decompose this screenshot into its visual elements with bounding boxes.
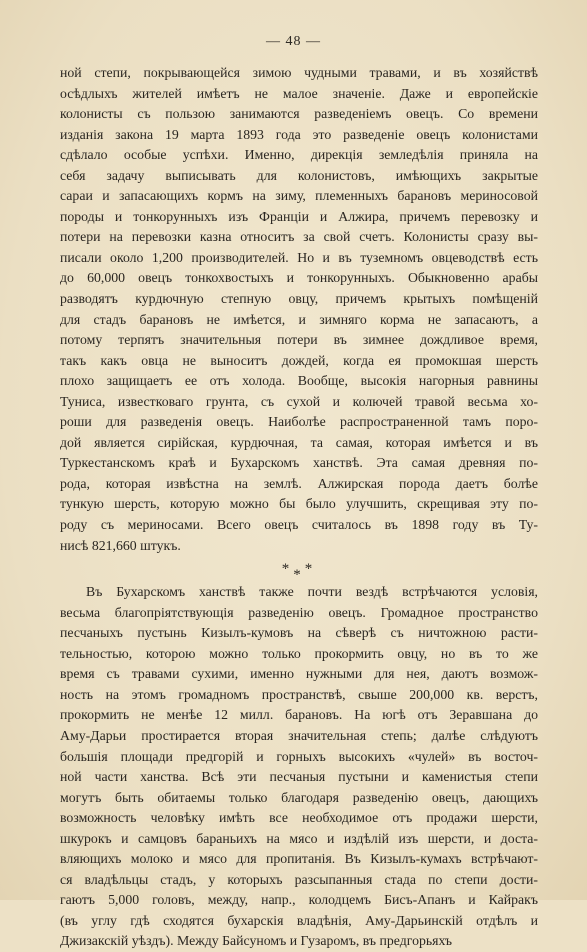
asterism-separator xyxy=(60,556,538,582)
text-line: Въ Бухарскомъ ханствѣ также почти вездѣ встрѣчаются условія, xyxy=(86,584,538,600)
text-line: породы и тонкорунныхъ изъ Франціи и Алжира, причемъ перевозку и xyxy=(60,208,538,224)
text-line: ной части ханства. Всѣ эти песчаныя пустыни и каменистыя степи xyxy=(60,769,538,785)
text-line: для стадъ барановъ не имѣется, и зимняго корма не запасаютъ, а xyxy=(60,311,538,327)
text-line: тельностью, которою можно только прокормить овцу, но въ то же xyxy=(60,645,538,661)
text-line: возможность человѣку имѣть все необходимое отъ продажи шерсти, xyxy=(60,810,538,826)
text-line: роши для разведенія овецъ. Наиболѣе распространенной тамъ поро- xyxy=(60,414,538,430)
text-line: время съ травами сухими, именно нужными для нея, даютъ возмож- xyxy=(60,666,538,682)
text-line: ность на этомъ громадномъ пространствѣ, свыше 200,000 кв. верстъ, xyxy=(60,686,538,702)
paragraph-1 xyxy=(60,63,538,556)
text-line: писали около 1,200 производителей. Но и въ туземномъ овцеводствѣ есть xyxy=(60,249,538,265)
text-line: себя задачу выписывать для колонистовъ, имѣющихъ закрытые xyxy=(60,167,538,183)
text-line: роду съ мериносами. Всего овецъ считалось въ 1898 году въ Ту- xyxy=(60,517,538,533)
text-line: весьма благопріятствующія разведенію овецъ. Громадное пространство xyxy=(60,604,538,620)
text-line: песчаныхъ пустынь Кизылъ-кумовъ на сѣверѣ съ ничтожною расти- xyxy=(60,625,538,641)
text-line: рода, которая извѣстна на землѣ. Алжирская порода даетъ болѣе xyxy=(60,475,538,491)
text-line: могутъ быть обитаемы только благодаря разведенію овецъ, дающихъ xyxy=(60,789,538,805)
text-line: до 60,000 овецъ тонкохвостыхъ и тонкорунныхъ. Обыкновенно арабы xyxy=(60,270,538,286)
text-line: сдѣлало особые успѣхи. Именно, дирекція земледѣлія приняла на xyxy=(60,147,538,163)
asterism-star: * xyxy=(293,567,305,584)
page-text xyxy=(60,63,538,952)
text-line: Туниса, известковаго грунта, съ сухой и колючей травой весьма хо- xyxy=(60,393,538,409)
text-line: изданія закона 19 марта 1893 года это разведеніе овецъ колонистами xyxy=(60,126,538,142)
text-line: большія площади предгорій и горныхъ высокихъ «чулей» въ восточ- xyxy=(60,748,538,764)
text-line: потому терпятъ значительныя потери въ зимнее дождливое время, xyxy=(60,332,538,348)
text-line: такъ какъ овца не выноситъ дождей, когда ея промокшая шерсть xyxy=(60,352,538,368)
text-line: Аму-Дарьи простирается вторая значительная степь; далѣе слѣдуютъ xyxy=(60,727,538,743)
page-number: — 48 — xyxy=(266,34,321,49)
text-line: (въ углу гдѣ сходятся бухарскія владѣнія, Аму-Дарьинскій отдѣлъ и xyxy=(60,912,538,928)
asterism-star: * xyxy=(304,561,317,578)
text-line: дой является сирійская, курдючная, та самая, которая имѣется и въ xyxy=(60,434,538,450)
text-line: прокормить не менѣе 12 милл. барановъ. На югѣ отъ Зеравшана до xyxy=(60,707,538,723)
text-line: ся владѣльцы стадъ, у которыхъ разсыпанныя стада по степи дости- xyxy=(60,871,538,887)
paragraph-2 xyxy=(60,582,538,952)
text-line: гаютъ 5,000 головъ, между, напр., колодцемъ Бисъ-Апанъ и Кайракъ xyxy=(60,892,538,908)
text-line: потери на перевозки казна относитъ за свой счетъ. Колонисты сразу вы- xyxy=(60,229,538,245)
text-line: Туркестанскомъ краѣ и Бухарскомъ ханствѣ. Эта самая древняя по- xyxy=(60,455,538,471)
text-line: нисѣ 821,660 штукъ. xyxy=(60,537,181,553)
text-line: разводятъ курдючную степную овцу, причемъ крытыхъ помѣщеній xyxy=(60,291,538,307)
text-line: шкурокъ и самцовъ бараньихъ на мясо и издѣлій изъ шерсти, и доста- xyxy=(60,830,538,846)
asterism-star: * xyxy=(281,561,294,578)
text-line: колонисты съ пользою занимаются разведеніемъ овецъ. Со времени xyxy=(60,106,538,122)
text-line: ной степи, покрывающейся зимою чудными травами, и въ хозяйствѣ xyxy=(60,65,538,80)
text-line: Джизакскій уѣздъ). Между Байсуномъ и Гузаромъ, въ предгорьяхъ xyxy=(60,933,453,949)
text-line: осѣдлыхъ жителей имѣетъ не малое значеніе. Даже и европейскіе xyxy=(60,85,538,101)
text-line: плохо защищаетъ ее отъ холода. Вообще, высокія нагорныя равнины xyxy=(60,373,538,389)
text-line: тункую шерсть, которую можно бы было улучшить, скрещивая эту по- xyxy=(60,496,538,512)
text-line: сараи и запасающихъ кормъ на зиму, племенныхъ барановъ мериносовой xyxy=(60,188,538,204)
text-line: вляющихъ молоко и мясо для пропитанія. Въ Кизылъ-кумахъ встрѣчают- xyxy=(60,851,538,867)
